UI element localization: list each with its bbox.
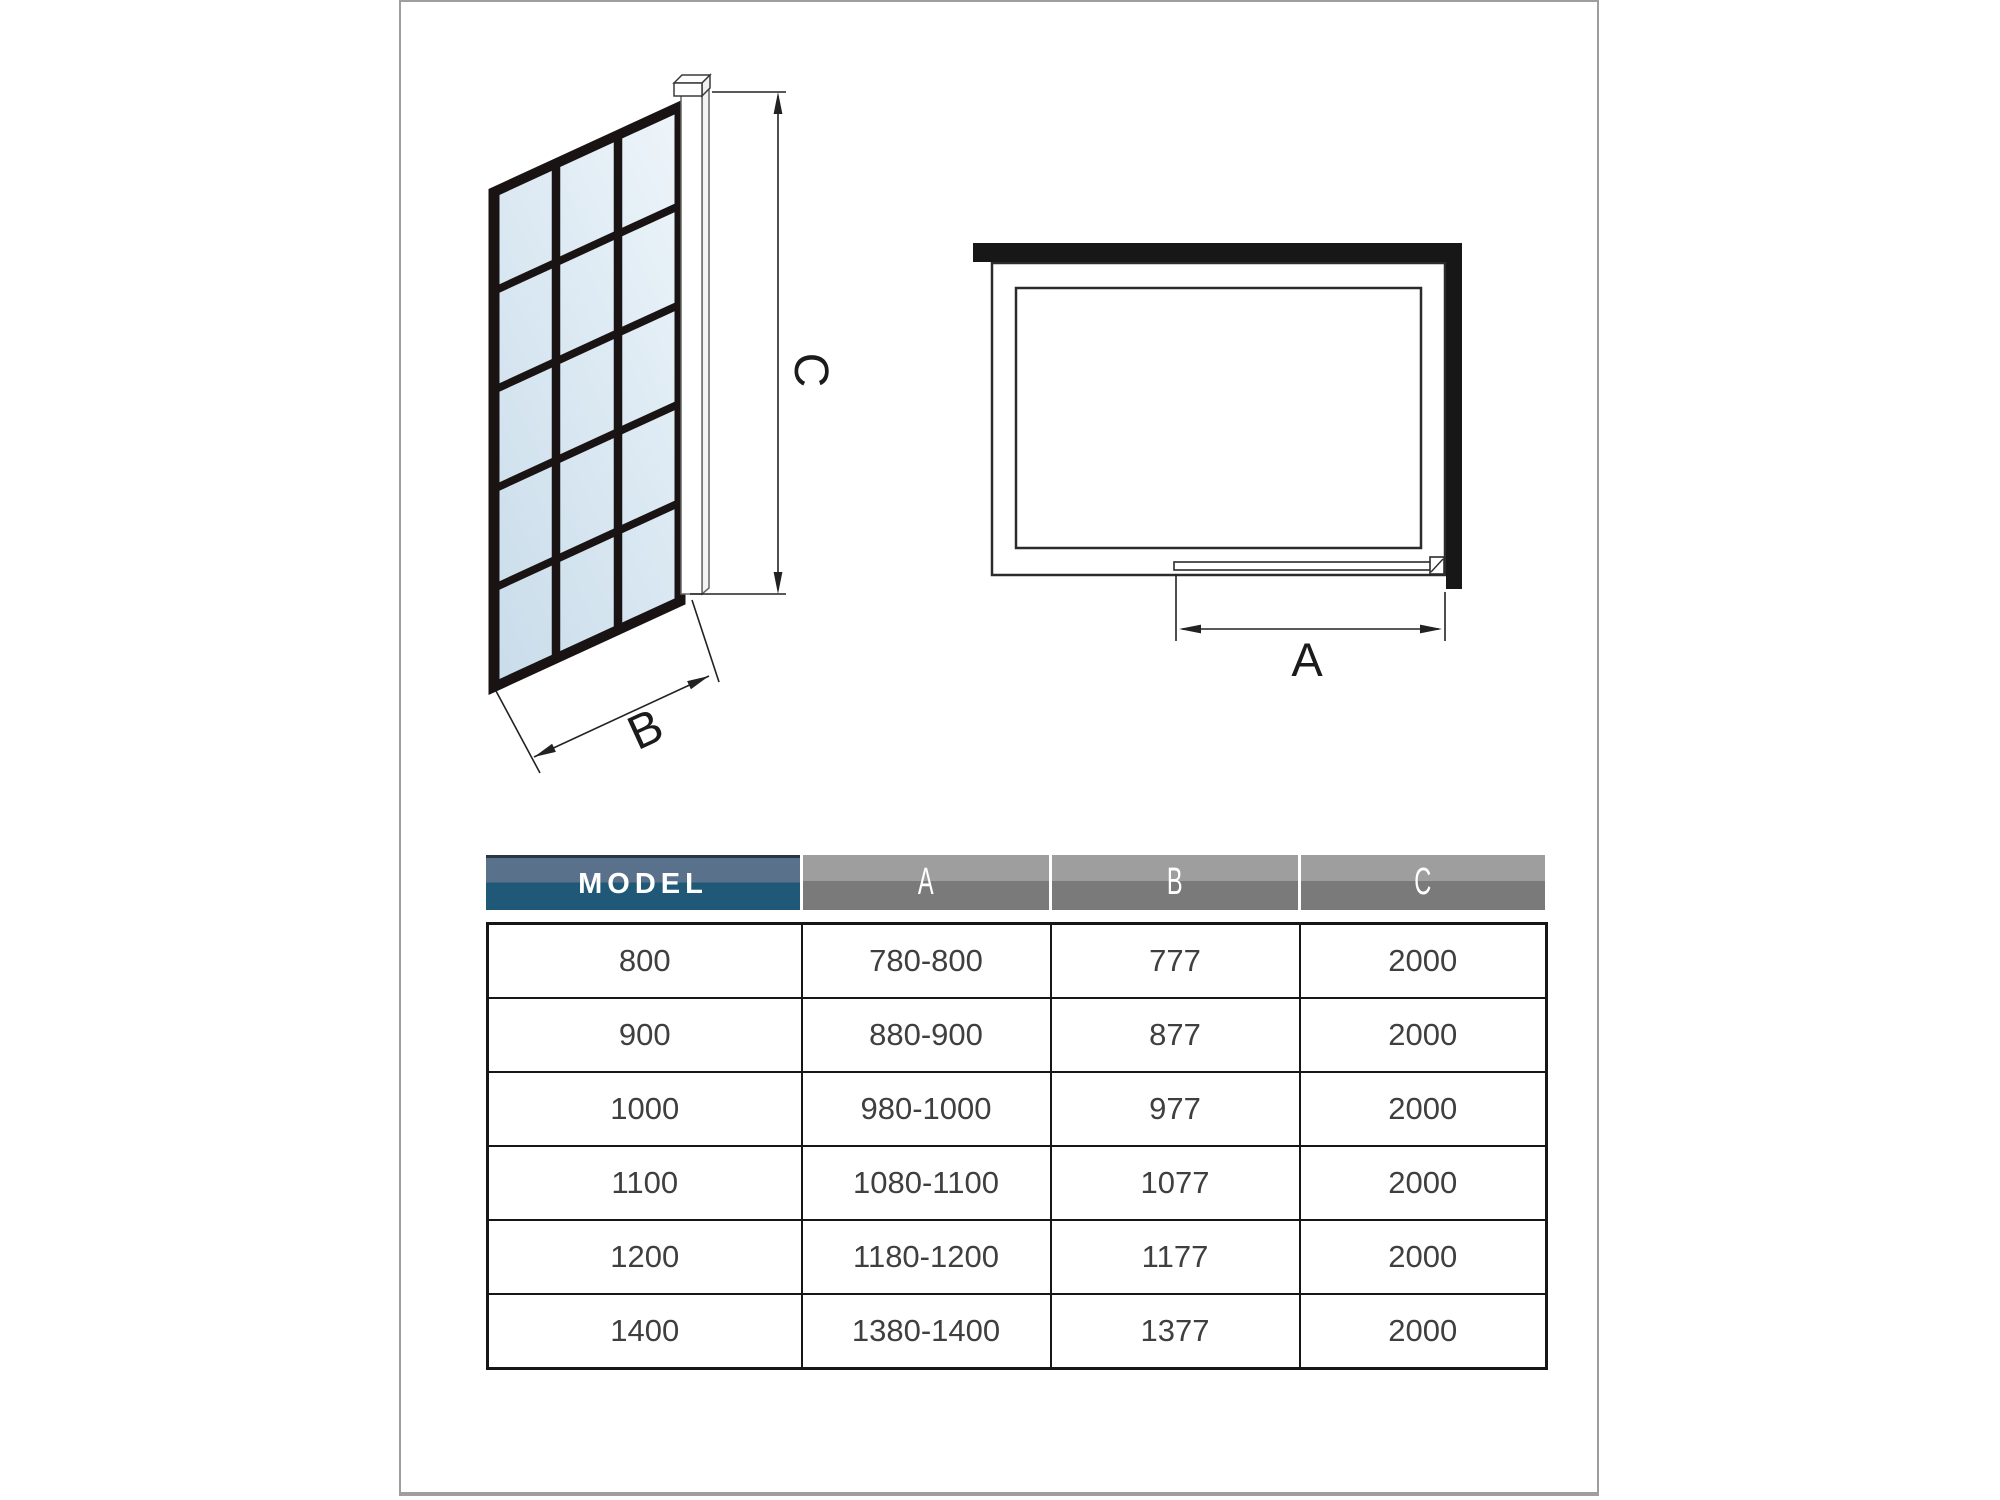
header-label: B xyxy=(1167,861,1183,903)
wall-top xyxy=(973,243,1462,262)
cell-b: 777 xyxy=(1051,924,1300,999)
cell-b: 1377 xyxy=(1051,1294,1300,1369)
table-row xyxy=(488,924,1547,999)
table-row xyxy=(488,1220,1547,1294)
header-cell-b xyxy=(1052,855,1298,910)
table-row xyxy=(488,1146,1547,1220)
table-row xyxy=(488,1072,1547,1146)
dim-ext-line xyxy=(692,600,719,682)
spec-table-header xyxy=(486,855,1545,910)
cell-c: 2000 xyxy=(1300,998,1547,1072)
height-dimension-label: C xyxy=(784,352,837,388)
arrowhead xyxy=(687,676,709,689)
cell-model: 900 xyxy=(488,998,802,1072)
spec-table xyxy=(486,922,1548,1370)
wall-right xyxy=(1446,243,1462,589)
header-label: C xyxy=(1414,861,1432,903)
width-dimension-label: B xyxy=(619,699,672,761)
glass-screen-plan xyxy=(1174,562,1432,570)
header-cell-c xyxy=(1301,855,1545,910)
cell-a: 980-1000 xyxy=(802,1072,1051,1146)
cell-a: 880-900 xyxy=(802,998,1051,1072)
tray-outline-inner xyxy=(1016,288,1421,548)
cell-b: 977 xyxy=(1051,1072,1300,1146)
cell-model: 1200 xyxy=(488,1220,802,1294)
dim-ext-line xyxy=(496,691,540,773)
cell-b: 877 xyxy=(1051,998,1300,1072)
arrowhead xyxy=(774,92,783,114)
header-cell-model xyxy=(486,855,800,910)
arrowhead xyxy=(1420,625,1442,634)
cell-c: 2000 xyxy=(1300,1072,1547,1146)
table-row xyxy=(488,1294,1547,1369)
cell-c: 2000 xyxy=(1300,1220,1547,1294)
cell-b: 1077 xyxy=(1051,1146,1300,1220)
cell-c: 2000 xyxy=(1300,1294,1547,1369)
arrowhead xyxy=(534,744,556,757)
glass xyxy=(494,106,680,687)
cell-model: 1000 xyxy=(488,1072,802,1146)
arrowhead xyxy=(1179,625,1201,634)
cell-c: 2000 xyxy=(1300,1146,1547,1220)
front-view-diagram xyxy=(494,75,837,773)
wall-profile-depth xyxy=(702,84,709,594)
cell-b: 1177 xyxy=(1051,1220,1300,1294)
recess-dimension-label: A xyxy=(1291,633,1323,686)
cell-a: 1380-1400 xyxy=(802,1294,1051,1369)
cell-model: 1100 xyxy=(488,1146,802,1220)
header-cell-a xyxy=(803,855,1049,910)
cell-a: 780-800 xyxy=(802,924,1051,999)
top-view-diagram xyxy=(973,243,1462,686)
cell-model: 1400 xyxy=(488,1294,802,1369)
cell-a: 1180-1200 xyxy=(802,1220,1051,1294)
cell-model: 800 xyxy=(488,924,802,999)
cell-c: 2000 xyxy=(1300,924,1547,999)
profile-cap xyxy=(674,83,702,96)
wall-profile xyxy=(681,90,702,594)
table-row xyxy=(488,998,1547,1072)
header-label: A xyxy=(918,861,934,903)
header-label: MODEL xyxy=(578,867,708,900)
glass-panel xyxy=(494,106,680,687)
arrowhead xyxy=(774,572,783,594)
cell-a: 1080-1100 xyxy=(802,1146,1051,1220)
